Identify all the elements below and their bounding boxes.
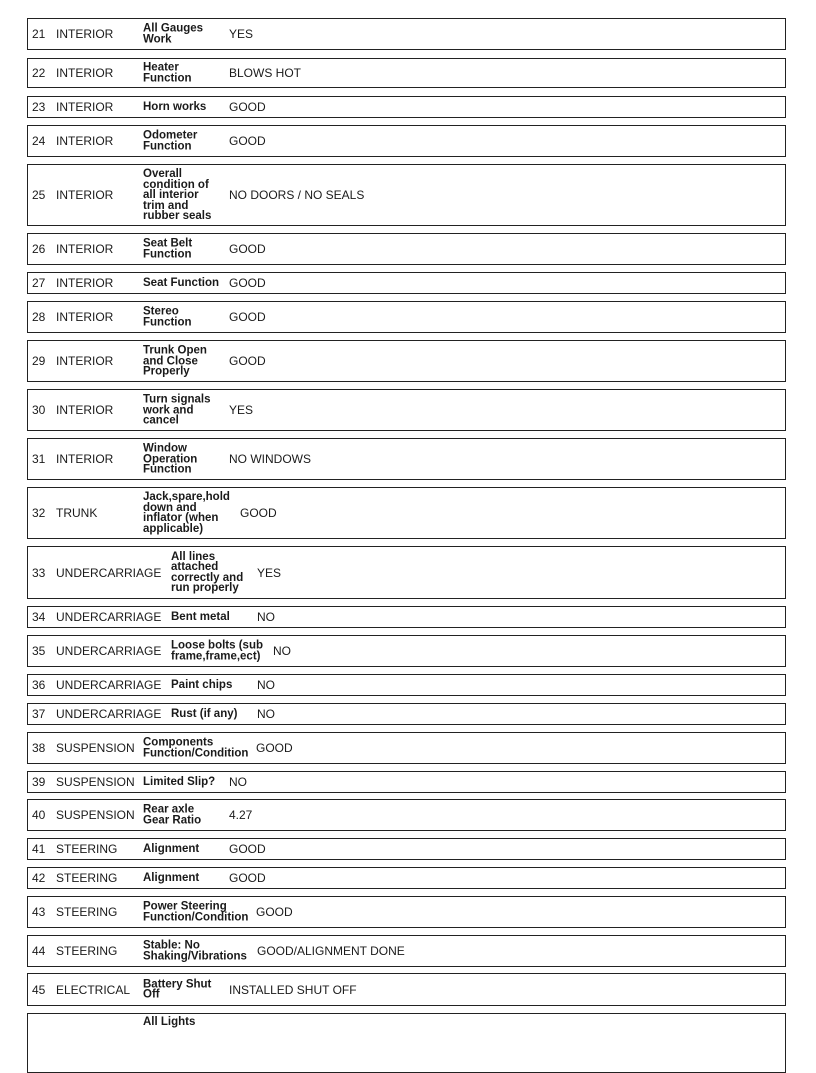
row-category: ELECTRICAL (56, 982, 131, 997)
row-item: Bent metal (171, 610, 230, 623)
row-item: Rust (if any) (171, 707, 238, 720)
row-number: 33 (32, 565, 46, 580)
table-row (27, 771, 786, 793)
row-number: 27 (32, 276, 46, 290)
row-number: 35 (32, 644, 46, 658)
row-category: INTERIOR (56, 100, 114, 114)
table-row (27, 973, 786, 1006)
row-item: Seat Belt Function (143, 237, 193, 260)
table-row (27, 606, 786, 628)
row-item: Stable: No Shaking/Vibrations (143, 939, 247, 962)
row-result: GOOD (229, 310, 266, 324)
table-row (27, 935, 786, 967)
row-result: GOOD (229, 354, 266, 368)
row-number: 26 (32, 242, 46, 256)
row-number: 34 (32, 610, 46, 624)
row-number: 22 (32, 66, 46, 80)
row-item: All Gauges Work (143, 22, 204, 45)
row-item: Turn signals work and cancel (143, 393, 211, 427)
row-category: SUSPENSION (56, 741, 135, 755)
table-row (27, 438, 786, 480)
row-result: GOOD (229, 134, 266, 148)
row-item: All Lights (143, 1016, 196, 1028)
row-item: Horn works (143, 100, 207, 113)
row-category: UNDERCARRIAGE (56, 644, 162, 658)
row-number: 30 (32, 403, 46, 417)
row-result: GOOD (229, 276, 266, 290)
row-result: NO DOORS / NO SEALS (229, 188, 365, 202)
row-category: TRUNK (56, 506, 98, 520)
table-row (27, 164, 786, 226)
row-result: GOOD (256, 741, 293, 755)
table-row (27, 487, 786, 539)
row-category: INTERIOR (56, 452, 114, 466)
table-row (27, 546, 786, 599)
row-number: 29 (32, 354, 46, 368)
row-category: UNDERCARRIAGE (56, 565, 162, 580)
row-category: UNDERCARRIAGE (56, 678, 162, 692)
row-item: Power Steering Function/Condition (143, 900, 249, 923)
row-number: 21 (32, 27, 46, 41)
table-row (27, 233, 786, 265)
row-category: INTERIOR (56, 276, 114, 290)
row-number: 40 (32, 808, 46, 822)
table-row (27, 96, 786, 118)
row-result: 4.27 (229, 808, 253, 822)
row-category: STEERING (56, 842, 118, 856)
row-result: GOOD (229, 842, 266, 856)
row-number: 31 (32, 452, 46, 466)
row-category: INTERIOR (56, 66, 114, 80)
table-row (27, 125, 786, 157)
table-row (27, 272, 786, 294)
table-row (27, 389, 786, 431)
row-result: YES (229, 27, 254, 41)
row-number: 42 (32, 871, 46, 885)
table-row (27, 896, 786, 928)
row-result: NO (229, 775, 247, 789)
row-category: INTERIOR (56, 134, 114, 148)
row-result: NO (257, 678, 275, 692)
row-item: Trunk Open and Close Properly (143, 344, 207, 378)
row-number: 41 (32, 842, 46, 856)
row-category: INTERIOR (56, 403, 114, 417)
row-number: 24 (32, 134, 46, 148)
table-row (27, 838, 786, 860)
row-category: INTERIOR (56, 242, 114, 256)
row-category: UNDERCARRIAGE (56, 610, 162, 624)
row-result: NO (273, 644, 291, 658)
row-result: YES (257, 565, 282, 580)
table-row (27, 18, 786, 50)
row-result: NO WINDOWS (229, 452, 311, 466)
row-item: Seat Function (143, 276, 220, 289)
row-result: GOOD (256, 905, 293, 919)
row-result: NO (257, 707, 275, 721)
table-row (27, 340, 786, 382)
row-item: Odometer Function (143, 129, 198, 152)
row-number: 23 (32, 100, 46, 114)
row-result: GOOD (229, 100, 266, 114)
row-item: Rear axle Gear Ratio (143, 803, 202, 826)
row-item: Paint chips (171, 678, 233, 691)
row-category: INTERIOR (56, 27, 114, 41)
row-category: INTERIOR (56, 188, 114, 202)
row-item: Window Operation Function (143, 442, 198, 476)
row-item: Loose bolts (sub frame,frame,ect) (171, 639, 263, 662)
table-row (27, 799, 786, 831)
table-row (27, 58, 786, 88)
row-result: NO (257, 610, 275, 624)
row-category: SUSPENSION (56, 775, 135, 789)
row-item: Heater Function (143, 61, 192, 84)
row-item: Battery Shut Off (143, 978, 212, 1001)
table-row (27, 867, 786, 889)
row-number: 37 (32, 707, 46, 721)
row-item: Alignment (143, 842, 200, 855)
table-row (27, 635, 786, 667)
row-result: GOOD/ALIGNMENT DONE (257, 944, 405, 958)
table-row (27, 1013, 786, 1073)
row-result: GOOD (240, 506, 277, 520)
row-category: INTERIOR (56, 310, 114, 324)
row-category: STEERING (56, 944, 118, 958)
table-row (27, 674, 786, 696)
row-category: STEERING (56, 871, 118, 885)
row-result: YES (229, 403, 254, 417)
row-item: Overall condition of all interior trim and rubber seals (143, 167, 212, 222)
row-number: 45 (32, 982, 46, 997)
row-item: Limited Slip? (143, 775, 216, 788)
row-number: 28 (32, 310, 46, 324)
row-category: INTERIOR (56, 354, 114, 368)
row-item: Alignment (143, 871, 200, 884)
row-result: INSTALLED SHUT OFF (229, 982, 357, 997)
row-number: 44 (32, 944, 46, 958)
row-category: UNDERCARRIAGE (56, 707, 162, 721)
row-number: 36 (32, 678, 46, 692)
row-number: 38 (32, 741, 46, 755)
row-item: All lines attached correctly and run properly (171, 550, 244, 594)
row-result: BLOWS HOT (229, 66, 302, 80)
row-result: GOOD (229, 871, 266, 885)
row-number: 43 (32, 905, 46, 919)
row-number: 32 (32, 506, 46, 520)
row-item: Components Function/Condition (143, 736, 249, 759)
row-category: STEERING (56, 905, 118, 919)
table-row (27, 301, 786, 333)
row-item: Jack,spare,hold down and inflator (when applicable) (143, 491, 230, 535)
row-number: 25 (32, 188, 46, 202)
table-row (27, 732, 786, 764)
row-result: GOOD (229, 242, 266, 256)
row-item: Stereo Function (143, 305, 192, 328)
table-row (27, 703, 786, 725)
row-category: SUSPENSION (56, 808, 135, 822)
row-number: 39 (32, 775, 46, 789)
